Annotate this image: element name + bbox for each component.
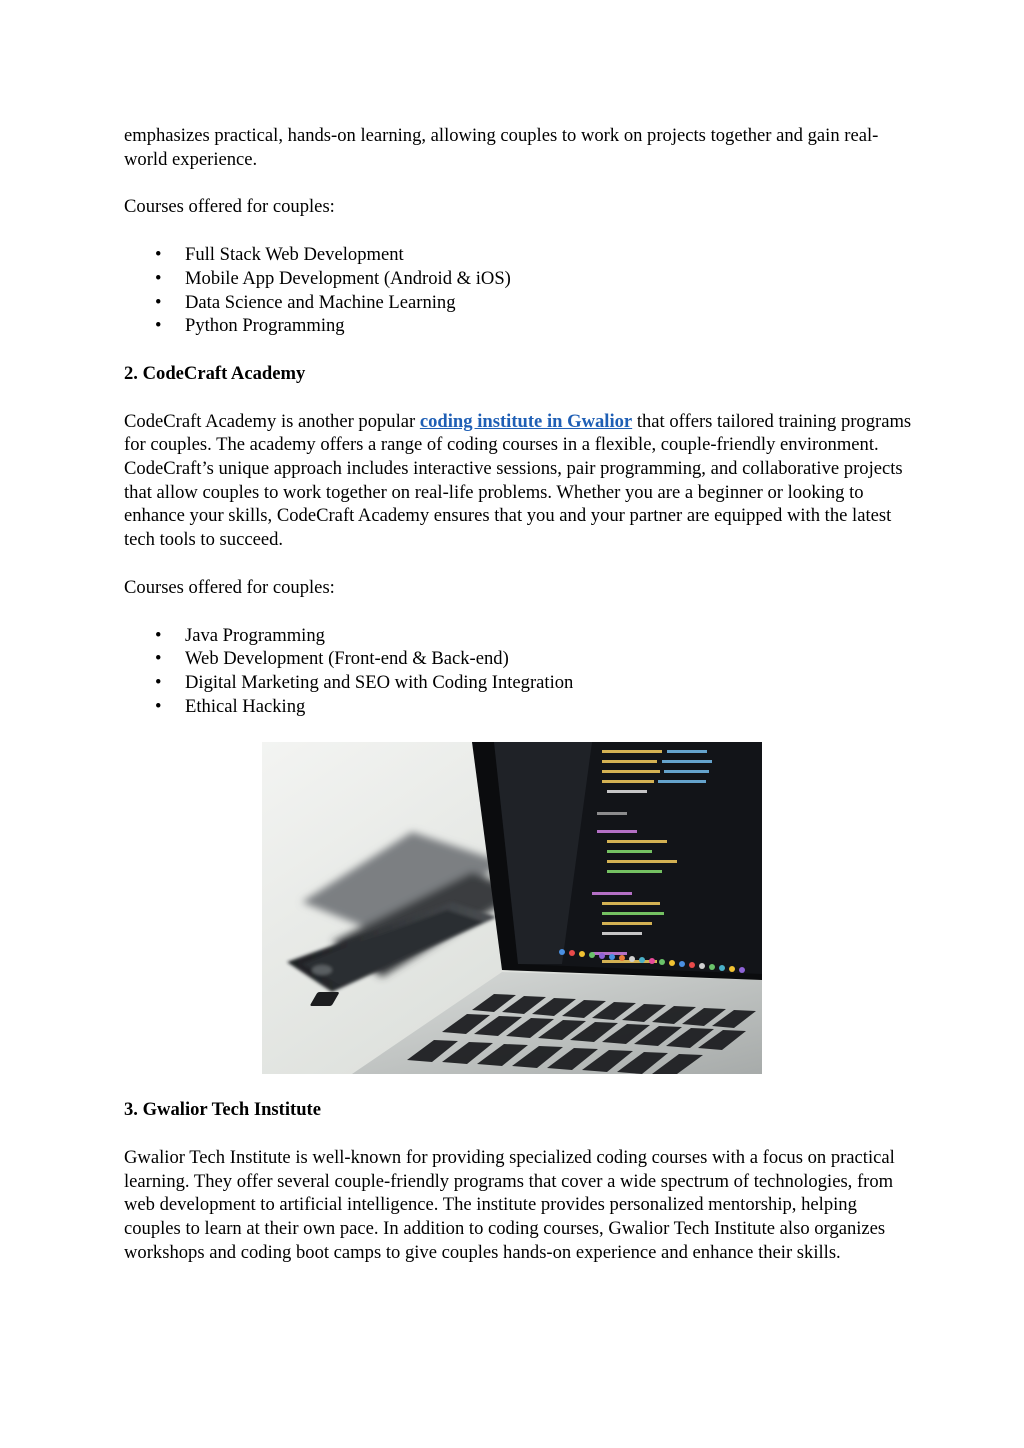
list-item: • Digital Marketing and SEO with Coding Integration [185, 671, 914, 695]
list-item: • Data Science and Machine Learning [185, 291, 914, 315]
list-item: • Java Programming [185, 624, 914, 648]
codecraft-text-after-link: that offers tailored training programs for couples. The academy offers a range of coding courses in a flexible, couple-friendly environment. CodeCraft’s unique approach includes interactive sessions, pair programming, and collaborative projects that allow couples to work together on real-life problems. Whether you are a beginner or looking to enhance your skills, CodeCraft Academy ensures that you and your partner are equipped with the latest tech tools to succeed. [124, 410, 912, 551]
codecraft-paragraph [124, 410, 914, 552]
list-item: • Web Development (Front-end & Back-end) [185, 647, 914, 671]
list-item: • Python Programming [185, 314, 914, 338]
laptop-photo [262, 742, 762, 1074]
gwalior-tech-paragraph: Gwalior Tech Institute is well-known for providing specialized coding courses with a focus on practical learning. They offer several couple-friendly programs that cover a wide spectrum of technologies, from web development to artificial intelligence. The institute provides personalized mentorship, helping couples to learn at their own pace. In addition to coding courses, Gwalior Tech Institute also organizes workshops and coding boot camps to give couples hands-on experience and enhance their skills. [124, 1147, 895, 1263]
course-list-2 [124, 624, 914, 719]
courses-label-1: Courses offered for couples: [124, 196, 335, 218]
laptop-illustration [262, 742, 762, 1074]
intro-paragraph: emphasizes practical, hands-on learning, allowing couples to work on projects together and gain real-world experience. [124, 125, 879, 170]
coding-institute-link[interactable]: coding institute in Gwalior [419, 410, 633, 432]
codecraft-text-before-link: CodeCraft Academy is another popular [124, 410, 420, 432]
list-item: • Mobile App Development (Android & iOS) [185, 267, 914, 291]
course-list-1 [124, 243, 914, 338]
section-heading-gwalior-tech: 3. Gwalior Tech Institute [124, 1099, 321, 1121]
list-item: • Ethical Hacking [185, 695, 914, 719]
courses-label-2: Courses offered for couples: [124, 576, 335, 598]
document-page [124, 124, 914, 1289]
list-item: • Full Stack Web Development [185, 243, 914, 267]
section-heading-codecraft: 2. CodeCraft Academy [124, 362, 306, 384]
